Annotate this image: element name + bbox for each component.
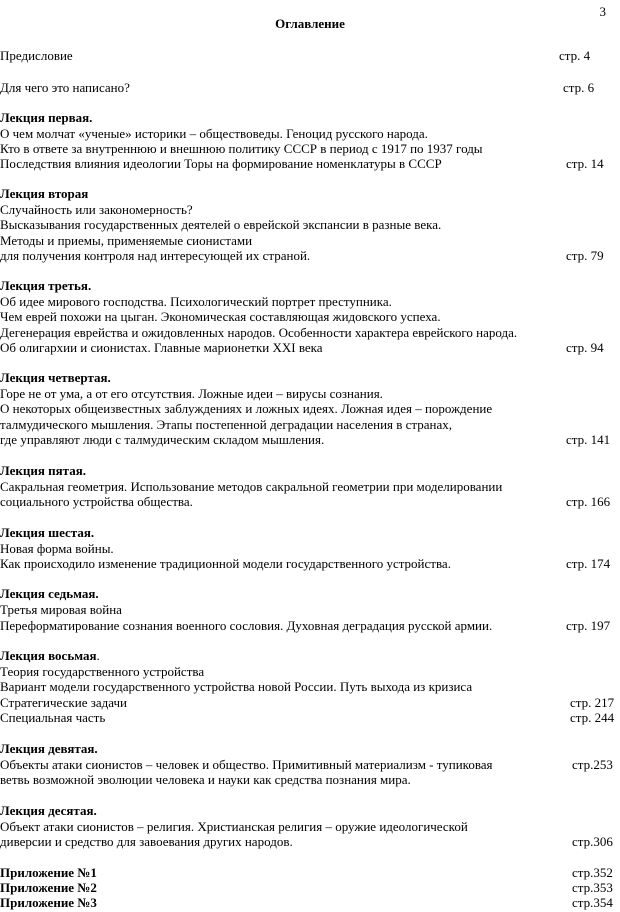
lecture-sub-entry: Специальная часть	[0, 710, 106, 725]
lecture-line: Чем еврей похожи на цыган. Экономическая составляющая жидовского успеха.	[0, 309, 441, 324]
lecture-heading-9: Лекция девятая.	[0, 741, 98, 756]
lecture-heading-4: Лекция четвертая.	[0, 370, 111, 385]
lecture-line: Вариант модели государственного устройства новой России. Путь выхода из кризиса	[0, 679, 473, 694]
toc-page-lecture-3: стр. 94	[566, 340, 604, 355]
page-number: 3	[599, 4, 606, 19]
lecture-line: талмудического мышления. Этапы постепенной деградации населения в странах,	[0, 417, 453, 432]
lecture-line: диверсии и средство для завоевания других народов.	[0, 834, 293, 849]
toc-page-lecture-7: стр. 197	[566, 618, 611, 633]
toc-page-lecture-8-sub-1: стр. 217	[570, 695, 615, 710]
lecture-line: социального устройства общества.	[0, 494, 193, 509]
toc-page-why: стр. 6	[563, 80, 595, 95]
lecture-line: Горе не от ума, а от его отсутствия. Ложные идеи – вирусы сознания.	[0, 386, 383, 401]
lecture-line: Дегенерация еврейства и ожидовленных народов. Особенности характера еврейского народа.	[0, 325, 518, 340]
toc-page-appendix-2: стр.353	[572, 880, 613, 895]
toc-page-lecture-2: стр. 79	[566, 248, 604, 263]
toc-page-lecture-1: стр. 14	[566, 156, 604, 171]
toc-page-lecture-4: стр. 141	[566, 432, 611, 447]
toc-page-lecture-5: стр. 166	[566, 494, 611, 509]
lecture-heading-10: Лекция десятая.	[0, 803, 97, 818]
lecture-line: Третья мировая война	[0, 602, 122, 617]
lecture-line: Кто в ответе за внутреннюю и внешнюю политику СССР в период с 1917 по 1937 годы	[0, 141, 483, 156]
toc-page-preface: стр. 4	[559, 48, 591, 63]
lecture-heading-3: Лекция третья.	[0, 278, 92, 293]
toc-entry-appendix-2: Приложение №2	[0, 880, 97, 895]
lecture-heading-8-suffix: .	[96, 648, 100, 663]
lecture-heading-8	[0, 648, 100, 663]
lecture-line: для получения контроля над интересующей их страной.	[0, 248, 311, 263]
lecture-line: Высказывания государственных деятелей о еврейской экспансии в разные века.	[0, 217, 442, 232]
toc-entry-appendix-1: Приложение №1	[0, 865, 97, 880]
lecture-heading-7: Лекция седьмая.	[0, 586, 99, 601]
lecture-sub-entry: Стратегические задачи	[0, 695, 127, 710]
lecture-line: ветвь возможной эволюции человека и науки как средства познания мира.	[0, 772, 411, 787]
lecture-line: О чем молчат «ученые» историки – обществоведы. Геноцид русского народа.	[0, 126, 428, 141]
lecture-line: Объект атаки сионистов – религия. Христианская религия – оружие идеологической	[0, 819, 468, 834]
lecture-line: Случайность или закономерность?	[0, 202, 193, 217]
lecture-line: Последствия влияния идеологии Торы на формирование номенклатуры в СССР	[0, 156, 442, 171]
lecture-line: Методы и приемы, применяемые сионистами	[0, 233, 253, 248]
lecture-line: Новая форма войны.	[0, 541, 114, 556]
toc-page-appendix-3: стр.354	[572, 895, 613, 910]
lecture-line: где управляют люди с талмудическим складом мышления.	[0, 432, 325, 447]
toc-entry-preface: Предисловие	[0, 48, 73, 63]
lecture-line: Переформатирование сознания военного сословия. Духовная деградация русской армии.	[0, 618, 493, 633]
lecture-line: Об олигархии и сионистах. Главные марионетки XXI века	[0, 340, 323, 355]
lecture-heading-5: Лекция пятая.	[0, 463, 86, 478]
toc-page-lecture-9: стр.253	[572, 757, 613, 772]
toc-page-lecture-6: стр. 174	[566, 556, 611, 571]
lecture-line: Как происходило изменение традиционной модели государственного устройства.	[0, 556, 451, 571]
lecture-line: Объекты атаки сионистов – человек и общество. Примитивный материализм - тупиковая	[0, 757, 493, 772]
toc-page-lecture-8-sub-2: стр. 244	[570, 710, 615, 725]
lecture-heading-1: Лекция первая.	[0, 110, 93, 125]
toc-entry-why: Для чего это написано?	[0, 80, 130, 95]
toc-page-appendix-1: стр.352	[572, 865, 613, 880]
page-title: Оглавление	[275, 16, 345, 31]
lecture-heading-6: Лекция шестая.	[0, 525, 95, 540]
lecture-line: Сакральная геометрия. Использование методов сакральной геометрии при моделировании	[0, 479, 503, 494]
lecture-line: Об идее мирового господства. Психологический портрет преступника.	[0, 294, 392, 309]
lecture-heading-8-text: Лекция восьмая	[0, 648, 97, 663]
lecture-line: О некоторых общеизвестных заблуждениях и ложных идеях. Ложная идея – порождение	[0, 401, 493, 416]
toc-entry-appendix-3: Приложение №3	[0, 895, 97, 910]
toc-page-lecture-10: стр.306	[572, 834, 613, 849]
lecture-line: Теория государственного устройства	[0, 664, 205, 679]
lecture-heading-2: Лекция вторая	[0, 186, 89, 201]
